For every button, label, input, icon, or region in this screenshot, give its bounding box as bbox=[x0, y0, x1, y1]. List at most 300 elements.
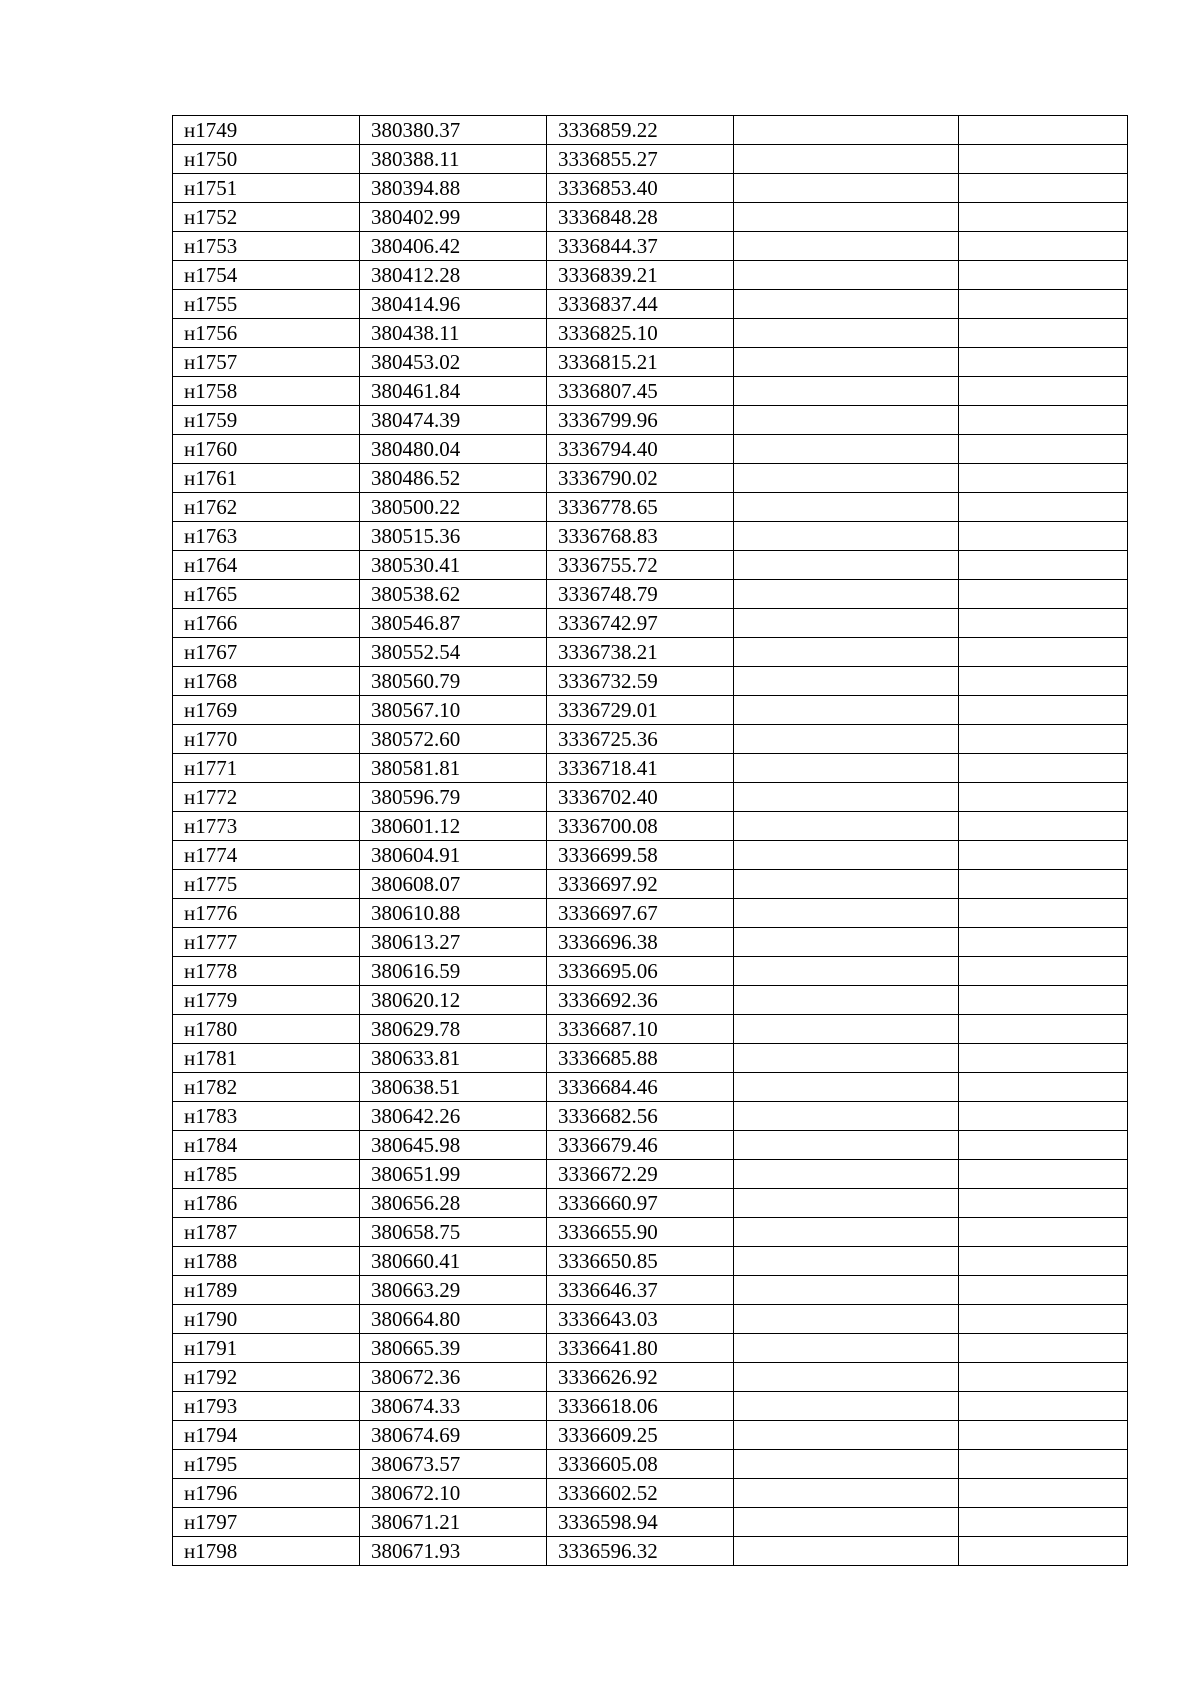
x-coordinate-cell: 380610.88 bbox=[360, 899, 547, 928]
point-id-cell: н1790 bbox=[173, 1305, 360, 1334]
point-id-cell: н1769 bbox=[173, 696, 360, 725]
y-coordinate-cell: 3336718.41 bbox=[547, 754, 734, 783]
empty-cell-4 bbox=[734, 1160, 959, 1189]
y-coordinate-cell: 3336755.72 bbox=[547, 551, 734, 580]
table-row bbox=[173, 580, 1128, 609]
point-id-cell: н1778 bbox=[173, 957, 360, 986]
empty-cell-4 bbox=[734, 319, 959, 348]
empty-cell-4 bbox=[734, 377, 959, 406]
empty-cell-4 bbox=[734, 841, 959, 870]
empty-cell-4 bbox=[734, 870, 959, 899]
empty-cell-5 bbox=[959, 841, 1128, 870]
x-coordinate-cell: 380642.26 bbox=[360, 1102, 547, 1131]
y-coordinate-cell: 3336682.56 bbox=[547, 1102, 734, 1131]
empty-cell-4 bbox=[734, 1102, 959, 1131]
point-id-cell: н1767 bbox=[173, 638, 360, 667]
table-row bbox=[173, 522, 1128, 551]
x-coordinate-cell: 380438.11 bbox=[360, 319, 547, 348]
coordinates-table bbox=[172, 115, 1128, 1566]
empty-cell-5 bbox=[959, 1421, 1128, 1450]
table-row bbox=[173, 1247, 1128, 1276]
empty-cell-4 bbox=[734, 232, 959, 261]
empty-cell-4 bbox=[734, 116, 959, 145]
empty-cell-5 bbox=[959, 232, 1128, 261]
y-coordinate-cell: 3336825.10 bbox=[547, 319, 734, 348]
table-row bbox=[173, 1131, 1128, 1160]
empty-cell-4 bbox=[734, 522, 959, 551]
empty-cell-5 bbox=[959, 696, 1128, 725]
empty-cell-5 bbox=[959, 435, 1128, 464]
table-row bbox=[173, 1334, 1128, 1363]
point-id-cell: н1766 bbox=[173, 609, 360, 638]
y-coordinate-cell: 3336725.36 bbox=[547, 725, 734, 754]
point-id-cell: н1771 bbox=[173, 754, 360, 783]
table-row bbox=[173, 957, 1128, 986]
point-id-cell: н1763 bbox=[173, 522, 360, 551]
y-coordinate-cell: 3336598.94 bbox=[547, 1508, 734, 1537]
x-coordinate-cell: 380581.81 bbox=[360, 754, 547, 783]
point-id-cell: н1795 bbox=[173, 1450, 360, 1479]
y-coordinate-cell: 3336609.25 bbox=[547, 1421, 734, 1450]
point-id-cell: н1794 bbox=[173, 1421, 360, 1450]
empty-cell-5 bbox=[959, 1073, 1128, 1102]
x-coordinate-cell: 380604.91 bbox=[360, 841, 547, 870]
table-row bbox=[173, 638, 1128, 667]
table-row bbox=[173, 464, 1128, 493]
empty-cell-4 bbox=[734, 667, 959, 696]
point-id-cell: н1780 bbox=[173, 1015, 360, 1044]
point-id-cell: н1749 bbox=[173, 116, 360, 145]
empty-cell-5 bbox=[959, 1334, 1128, 1363]
empty-cell-4 bbox=[734, 580, 959, 609]
y-coordinate-cell: 3336697.67 bbox=[547, 899, 734, 928]
point-id-cell: н1770 bbox=[173, 725, 360, 754]
empty-cell-4 bbox=[734, 1218, 959, 1247]
empty-cell-4 bbox=[734, 1015, 959, 1044]
empty-cell-5 bbox=[959, 1218, 1128, 1247]
table-row bbox=[173, 290, 1128, 319]
point-id-cell: н1787 bbox=[173, 1218, 360, 1247]
empty-cell-4 bbox=[734, 812, 959, 841]
empty-cell-4 bbox=[734, 174, 959, 203]
empty-cell-5 bbox=[959, 928, 1128, 957]
x-coordinate-cell: 380671.93 bbox=[360, 1537, 547, 1566]
table-row bbox=[173, 377, 1128, 406]
table-row bbox=[173, 406, 1128, 435]
y-coordinate-cell: 3336748.79 bbox=[547, 580, 734, 609]
point-id-cell: н1786 bbox=[173, 1189, 360, 1218]
table-row bbox=[173, 1102, 1128, 1131]
empty-cell-5 bbox=[959, 319, 1128, 348]
empty-cell-4 bbox=[734, 609, 959, 638]
point-id-cell: н1752 bbox=[173, 203, 360, 232]
x-coordinate-cell: 380412.28 bbox=[360, 261, 547, 290]
x-coordinate-cell: 380620.12 bbox=[360, 986, 547, 1015]
x-coordinate-cell: 380674.69 bbox=[360, 1421, 547, 1450]
x-coordinate-cell: 380645.98 bbox=[360, 1131, 547, 1160]
table-row bbox=[173, 1305, 1128, 1334]
x-coordinate-cell: 380515.36 bbox=[360, 522, 547, 551]
point-id-cell: н1782 bbox=[173, 1073, 360, 1102]
empty-cell-4 bbox=[734, 203, 959, 232]
empty-cell-4 bbox=[734, 348, 959, 377]
table-row bbox=[173, 812, 1128, 841]
table-row bbox=[173, 1450, 1128, 1479]
point-id-cell: н1762 bbox=[173, 493, 360, 522]
table-row bbox=[173, 783, 1128, 812]
y-coordinate-cell: 3336655.90 bbox=[547, 1218, 734, 1247]
table-row bbox=[173, 1073, 1128, 1102]
empty-cell-5 bbox=[959, 725, 1128, 754]
empty-cell-4 bbox=[734, 725, 959, 754]
table-row bbox=[173, 870, 1128, 899]
y-coordinate-cell: 3336702.40 bbox=[547, 783, 734, 812]
y-coordinate-cell: 3336626.92 bbox=[547, 1363, 734, 1392]
empty-cell-5 bbox=[959, 406, 1128, 435]
y-coordinate-cell: 3336859.22 bbox=[547, 116, 734, 145]
empty-cell-5 bbox=[959, 812, 1128, 841]
y-coordinate-cell: 3336742.97 bbox=[547, 609, 734, 638]
empty-cell-4 bbox=[734, 464, 959, 493]
y-coordinate-cell: 3336643.03 bbox=[547, 1305, 734, 1334]
table-row bbox=[173, 1479, 1128, 1508]
table-row bbox=[173, 232, 1128, 261]
point-id-cell: н1755 bbox=[173, 290, 360, 319]
x-coordinate-cell: 380633.81 bbox=[360, 1044, 547, 1073]
empty-cell-5 bbox=[959, 783, 1128, 812]
y-coordinate-cell: 3336848.28 bbox=[547, 203, 734, 232]
empty-cell-5 bbox=[959, 348, 1128, 377]
point-id-cell: н1777 bbox=[173, 928, 360, 957]
table-row bbox=[173, 1160, 1128, 1189]
point-id-cell: н1784 bbox=[173, 1131, 360, 1160]
empty-cell-5 bbox=[959, 957, 1128, 986]
empty-cell-5 bbox=[959, 870, 1128, 899]
point-id-cell: н1768 bbox=[173, 667, 360, 696]
y-coordinate-cell: 3336732.59 bbox=[547, 667, 734, 696]
empty-cell-5 bbox=[959, 609, 1128, 638]
y-coordinate-cell: 3336790.02 bbox=[547, 464, 734, 493]
x-coordinate-cell: 380567.10 bbox=[360, 696, 547, 725]
y-coordinate-cell: 3336855.27 bbox=[547, 145, 734, 174]
table-row bbox=[173, 1218, 1128, 1247]
empty-cell-5 bbox=[959, 1044, 1128, 1073]
table-row bbox=[173, 1015, 1128, 1044]
x-coordinate-cell: 380601.12 bbox=[360, 812, 547, 841]
table-row bbox=[173, 348, 1128, 377]
empty-cell-4 bbox=[734, 1044, 959, 1073]
point-id-cell: н1776 bbox=[173, 899, 360, 928]
empty-cell-5 bbox=[959, 261, 1128, 290]
empty-cell-4 bbox=[734, 1363, 959, 1392]
empty-cell-4 bbox=[734, 783, 959, 812]
empty-cell-4 bbox=[734, 1537, 959, 1566]
point-id-cell: н1791 bbox=[173, 1334, 360, 1363]
table-row bbox=[173, 899, 1128, 928]
y-coordinate-cell: 3336685.88 bbox=[547, 1044, 734, 1073]
empty-cell-5 bbox=[959, 1160, 1128, 1189]
empty-cell-4 bbox=[734, 435, 959, 464]
point-id-cell: н1764 bbox=[173, 551, 360, 580]
point-id-cell: н1756 bbox=[173, 319, 360, 348]
y-coordinate-cell: 3336672.29 bbox=[547, 1160, 734, 1189]
point-id-cell: н1788 bbox=[173, 1247, 360, 1276]
table-row bbox=[173, 1363, 1128, 1392]
y-coordinate-cell: 3336679.46 bbox=[547, 1131, 734, 1160]
y-coordinate-cell: 3336692.36 bbox=[547, 986, 734, 1015]
table-row bbox=[173, 986, 1128, 1015]
y-coordinate-cell: 3336696.38 bbox=[547, 928, 734, 957]
point-id-cell: н1765 bbox=[173, 580, 360, 609]
point-id-cell: н1781 bbox=[173, 1044, 360, 1073]
x-coordinate-cell: 380530.41 bbox=[360, 551, 547, 580]
y-coordinate-cell: 3336794.40 bbox=[547, 435, 734, 464]
table-row bbox=[173, 841, 1128, 870]
x-coordinate-cell: 380672.36 bbox=[360, 1363, 547, 1392]
y-coordinate-cell: 3336853.40 bbox=[547, 174, 734, 203]
table-row bbox=[173, 174, 1128, 203]
point-id-cell: н1789 bbox=[173, 1276, 360, 1305]
table-row bbox=[173, 145, 1128, 174]
x-coordinate-cell: 380538.62 bbox=[360, 580, 547, 609]
x-coordinate-cell: 380560.79 bbox=[360, 667, 547, 696]
x-coordinate-cell: 380651.99 bbox=[360, 1160, 547, 1189]
empty-cell-4 bbox=[734, 1131, 959, 1160]
y-coordinate-cell: 3336844.37 bbox=[547, 232, 734, 261]
y-coordinate-cell: 3336778.65 bbox=[547, 493, 734, 522]
x-coordinate-cell: 380638.51 bbox=[360, 1073, 547, 1102]
y-coordinate-cell: 3336815.21 bbox=[547, 348, 734, 377]
table-row bbox=[173, 493, 1128, 522]
x-coordinate-cell: 380572.60 bbox=[360, 725, 547, 754]
x-coordinate-cell: 380608.07 bbox=[360, 870, 547, 899]
table-row bbox=[173, 696, 1128, 725]
empty-cell-4 bbox=[734, 1334, 959, 1363]
empty-cell-4 bbox=[734, 290, 959, 319]
empty-cell-4 bbox=[734, 957, 959, 986]
empty-cell-4 bbox=[734, 493, 959, 522]
x-coordinate-cell: 380402.99 bbox=[360, 203, 547, 232]
x-coordinate-cell: 380406.42 bbox=[360, 232, 547, 261]
x-coordinate-cell: 380674.33 bbox=[360, 1392, 547, 1421]
coordinates-table-body bbox=[173, 116, 1128, 1566]
empty-cell-4 bbox=[734, 1479, 959, 1508]
point-id-cell: н1750 bbox=[173, 145, 360, 174]
point-id-cell: н1759 bbox=[173, 406, 360, 435]
table-row bbox=[173, 1044, 1128, 1073]
empty-cell-4 bbox=[734, 551, 959, 580]
x-coordinate-cell: 380394.88 bbox=[360, 174, 547, 203]
table-row bbox=[173, 1421, 1128, 1450]
table-row bbox=[173, 609, 1128, 638]
table-row bbox=[173, 116, 1128, 145]
y-coordinate-cell: 3336646.37 bbox=[547, 1276, 734, 1305]
empty-cell-5 bbox=[959, 1508, 1128, 1537]
empty-cell-4 bbox=[734, 696, 959, 725]
empty-cell-4 bbox=[734, 1450, 959, 1479]
point-id-cell: н1785 bbox=[173, 1160, 360, 1189]
x-coordinate-cell: 380672.10 bbox=[360, 1479, 547, 1508]
table-row bbox=[173, 203, 1128, 232]
x-coordinate-cell: 380453.02 bbox=[360, 348, 547, 377]
table-row bbox=[173, 754, 1128, 783]
point-id-cell: н1754 bbox=[173, 261, 360, 290]
empty-cell-4 bbox=[734, 1421, 959, 1450]
point-id-cell: н1772 bbox=[173, 783, 360, 812]
empty-cell-5 bbox=[959, 986, 1128, 1015]
empty-cell-5 bbox=[959, 522, 1128, 551]
point-id-cell: н1773 bbox=[173, 812, 360, 841]
empty-cell-5 bbox=[959, 580, 1128, 609]
table-row bbox=[173, 1392, 1128, 1421]
x-coordinate-cell: 380596.79 bbox=[360, 783, 547, 812]
empty-cell-4 bbox=[734, 1189, 959, 1218]
table-row bbox=[173, 435, 1128, 464]
empty-cell-5 bbox=[959, 1131, 1128, 1160]
empty-cell-4 bbox=[734, 1508, 959, 1537]
x-coordinate-cell: 380658.75 bbox=[360, 1218, 547, 1247]
point-id-cell: н1753 bbox=[173, 232, 360, 261]
point-id-cell: н1779 bbox=[173, 986, 360, 1015]
table-row bbox=[173, 319, 1128, 348]
empty-cell-5 bbox=[959, 1305, 1128, 1334]
empty-cell-5 bbox=[959, 638, 1128, 667]
y-coordinate-cell: 3336684.46 bbox=[547, 1073, 734, 1102]
point-id-cell: н1775 bbox=[173, 870, 360, 899]
point-id-cell: н1797 bbox=[173, 1508, 360, 1537]
y-coordinate-cell: 3336699.58 bbox=[547, 841, 734, 870]
y-coordinate-cell: 3336799.96 bbox=[547, 406, 734, 435]
empty-cell-4 bbox=[734, 928, 959, 957]
x-coordinate-cell: 380461.84 bbox=[360, 377, 547, 406]
table-row bbox=[173, 1276, 1128, 1305]
empty-cell-5 bbox=[959, 667, 1128, 696]
point-id-cell: н1793 bbox=[173, 1392, 360, 1421]
empty-cell-4 bbox=[734, 899, 959, 928]
x-coordinate-cell: 380613.27 bbox=[360, 928, 547, 957]
x-coordinate-cell: 380480.04 bbox=[360, 435, 547, 464]
table-row bbox=[173, 551, 1128, 580]
y-coordinate-cell: 3336700.08 bbox=[547, 812, 734, 841]
table-row bbox=[173, 1189, 1128, 1218]
empty-cell-5 bbox=[959, 145, 1128, 174]
empty-cell-5 bbox=[959, 1247, 1128, 1276]
empty-cell-5 bbox=[959, 1363, 1128, 1392]
x-coordinate-cell: 380660.41 bbox=[360, 1247, 547, 1276]
empty-cell-5 bbox=[959, 1450, 1128, 1479]
empty-cell-5 bbox=[959, 1102, 1128, 1131]
empty-cell-5 bbox=[959, 1276, 1128, 1305]
empty-cell-5 bbox=[959, 754, 1128, 783]
empty-cell-5 bbox=[959, 116, 1128, 145]
empty-cell-5 bbox=[959, 1189, 1128, 1218]
y-coordinate-cell: 3336618.06 bbox=[547, 1392, 734, 1421]
x-coordinate-cell: 380380.37 bbox=[360, 116, 547, 145]
y-coordinate-cell: 3336695.06 bbox=[547, 957, 734, 986]
y-coordinate-cell: 3336729.01 bbox=[547, 696, 734, 725]
empty-cell-4 bbox=[734, 638, 959, 667]
empty-cell-5 bbox=[959, 203, 1128, 232]
empty-cell-4 bbox=[734, 1073, 959, 1102]
empty-cell-5 bbox=[959, 493, 1128, 522]
empty-cell-5 bbox=[959, 1392, 1128, 1421]
y-coordinate-cell: 3336650.85 bbox=[547, 1247, 734, 1276]
x-coordinate-cell: 380664.80 bbox=[360, 1305, 547, 1334]
point-id-cell: н1758 bbox=[173, 377, 360, 406]
y-coordinate-cell: 3336697.92 bbox=[547, 870, 734, 899]
y-coordinate-cell: 3336605.08 bbox=[547, 1450, 734, 1479]
empty-cell-4 bbox=[734, 406, 959, 435]
empty-cell-4 bbox=[734, 986, 959, 1015]
table-row bbox=[173, 725, 1128, 754]
point-id-cell: н1761 bbox=[173, 464, 360, 493]
empty-cell-5 bbox=[959, 377, 1128, 406]
empty-cell-5 bbox=[959, 551, 1128, 580]
y-coordinate-cell: 3336687.10 bbox=[547, 1015, 734, 1044]
empty-cell-5 bbox=[959, 1015, 1128, 1044]
empty-cell-4 bbox=[734, 1392, 959, 1421]
empty-cell-4 bbox=[734, 145, 959, 174]
empty-cell-4 bbox=[734, 1305, 959, 1334]
table-row bbox=[173, 1508, 1128, 1537]
empty-cell-5 bbox=[959, 1479, 1128, 1508]
y-coordinate-cell: 3336641.80 bbox=[547, 1334, 734, 1363]
point-id-cell: н1792 bbox=[173, 1363, 360, 1392]
empty-cell-4 bbox=[734, 1247, 959, 1276]
y-coordinate-cell: 3336837.44 bbox=[547, 290, 734, 319]
x-coordinate-cell: 380629.78 bbox=[360, 1015, 547, 1044]
x-coordinate-cell: 380673.57 bbox=[360, 1450, 547, 1479]
y-coordinate-cell: 3336768.83 bbox=[547, 522, 734, 551]
table-row bbox=[173, 261, 1128, 290]
point-id-cell: н1774 bbox=[173, 841, 360, 870]
x-coordinate-cell: 380388.11 bbox=[360, 145, 547, 174]
point-id-cell: н1798 bbox=[173, 1537, 360, 1566]
point-id-cell: н1783 bbox=[173, 1102, 360, 1131]
empty-cell-5 bbox=[959, 464, 1128, 493]
x-coordinate-cell: 380546.87 bbox=[360, 609, 547, 638]
table-row bbox=[173, 928, 1128, 957]
table-row bbox=[173, 667, 1128, 696]
table-row bbox=[173, 1537, 1128, 1566]
x-coordinate-cell: 380663.29 bbox=[360, 1276, 547, 1305]
y-coordinate-cell: 3336807.45 bbox=[547, 377, 734, 406]
empty-cell-5 bbox=[959, 174, 1128, 203]
x-coordinate-cell: 380671.21 bbox=[360, 1508, 547, 1537]
x-coordinate-cell: 380656.28 bbox=[360, 1189, 547, 1218]
empty-cell-4 bbox=[734, 754, 959, 783]
point-id-cell: н1751 bbox=[173, 174, 360, 203]
y-coordinate-cell: 3336660.97 bbox=[547, 1189, 734, 1218]
y-coordinate-cell: 3336596.32 bbox=[547, 1537, 734, 1566]
empty-cell-4 bbox=[734, 1276, 959, 1305]
x-coordinate-cell: 380616.59 bbox=[360, 957, 547, 986]
point-id-cell: н1796 bbox=[173, 1479, 360, 1508]
y-coordinate-cell: 3336738.21 bbox=[547, 638, 734, 667]
x-coordinate-cell: 380552.54 bbox=[360, 638, 547, 667]
empty-cell-5 bbox=[959, 290, 1128, 319]
point-id-cell: н1757 bbox=[173, 348, 360, 377]
y-coordinate-cell: 3336602.52 bbox=[547, 1479, 734, 1508]
point-id-cell: н1760 bbox=[173, 435, 360, 464]
x-coordinate-cell: 380665.39 bbox=[360, 1334, 547, 1363]
x-coordinate-cell: 380474.39 bbox=[360, 406, 547, 435]
empty-cell-5 bbox=[959, 1537, 1128, 1566]
x-coordinate-cell: 380486.52 bbox=[360, 464, 547, 493]
empty-cell-5 bbox=[959, 899, 1128, 928]
y-coordinate-cell: 3336839.21 bbox=[547, 261, 734, 290]
empty-cell-4 bbox=[734, 261, 959, 290]
